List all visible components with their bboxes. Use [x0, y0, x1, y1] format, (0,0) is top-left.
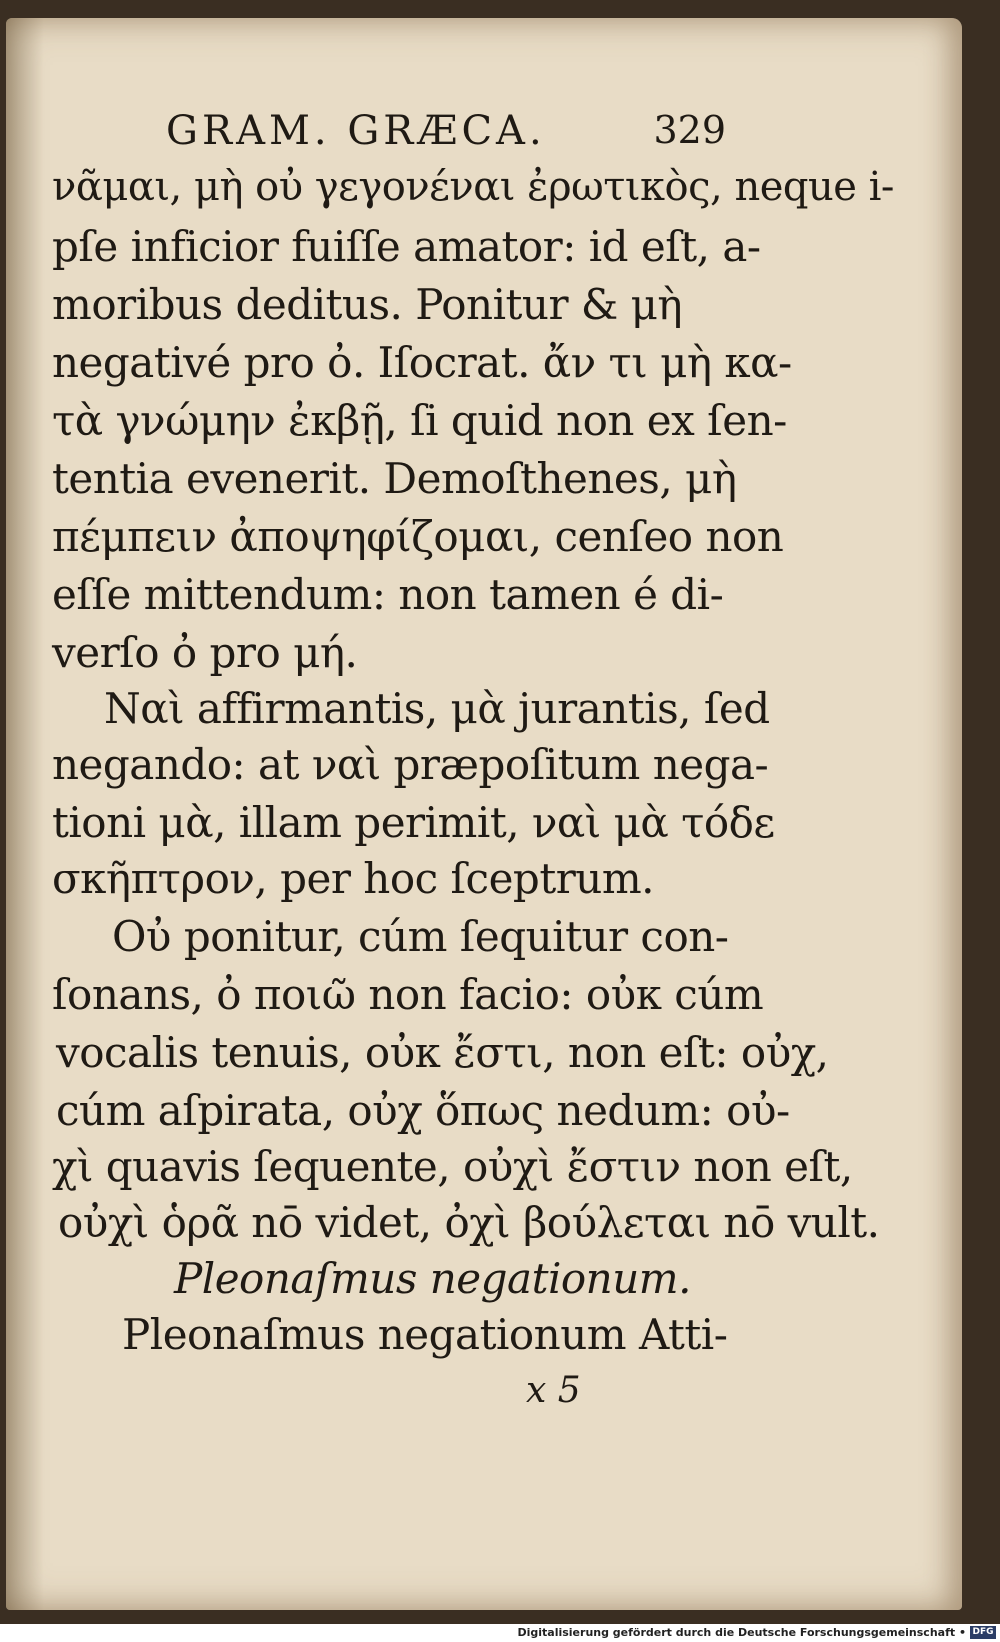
text-line: χὶ quavis ſequente, οὐχὶ ἔστιν non eſt,	[52, 1142, 853, 1191]
text-line: Pleonaſmus negationum Atti-	[122, 1310, 728, 1359]
funding-credit: Digitalisierung gefördert durch die Deutsche Forschungsgemeinschaft •	[517, 1626, 966, 1639]
text-line: Οὐ ponitur, cúm ſequitur con-	[112, 912, 729, 961]
text-line: σκῆπτρον, per hoc ſceptrum.	[52, 854, 655, 903]
text-line: οὐχὶ ὁρᾶ nō videt, ὀχὶ βούλεται nō vult.	[58, 1198, 880, 1247]
dfg-logo-icon: DFG	[970, 1626, 996, 1639]
text-line: tioni μὰ, illam perimit, ναὶ μὰ τόδε	[52, 798, 775, 847]
text-line: τὰ γνώμην ἐκβῇ, ſi quid non ex ſen-	[52, 396, 787, 445]
text-line: eſſe mittendum: non tamen é di-	[52, 570, 724, 619]
text-line: cúm aſpirata, οὐχ ὅπως nedum: οὐ-	[56, 1086, 790, 1135]
book-page	[6, 18, 962, 1610]
running-header	[166, 102, 726, 162]
running-title: GRAM. GRÆCA.	[166, 108, 546, 154]
text-line: negando: at ναὶ præpoſitum nega-	[52, 740, 769, 789]
digitization-footer	[0, 1624, 1000, 1642]
text-line: negativé pro ὀ. Iſocrat. ἄν τι μὴ κα-	[52, 338, 792, 387]
text-line: verſo ὀ pro μή.	[52, 628, 358, 677]
page-number: 329	[653, 108, 726, 152]
text-line: πέμπειν ἀποψηφίζομαι, cenſeo non	[52, 512, 784, 561]
text-line: pſe inficior fuiſſe amator: id eſt, a-	[52, 222, 761, 271]
text-line: νᾶμαι, μὴ οὐ γεγονέναι ἐρωτικὸς, neque i-	[52, 164, 894, 210]
signature-mark: x 5	[526, 1370, 581, 1411]
section-heading: Pleonaſmus negationum.	[174, 1254, 691, 1303]
text-line: ſonans, ὀ ποιῶ non facio: οὐκ cúm	[52, 970, 764, 1019]
text-line: Ναὶ affirmantis, μὰ jurantis, ſed	[104, 684, 770, 733]
text-line: moribus deditus. Ponitur & μὴ	[52, 280, 683, 329]
text-line: vocalis tenuis, οὐκ ἔστι, non eſt: οὐχ,	[56, 1028, 829, 1077]
text-line: tentia evenerit. Demoſthenes, μὴ	[52, 454, 737, 503]
